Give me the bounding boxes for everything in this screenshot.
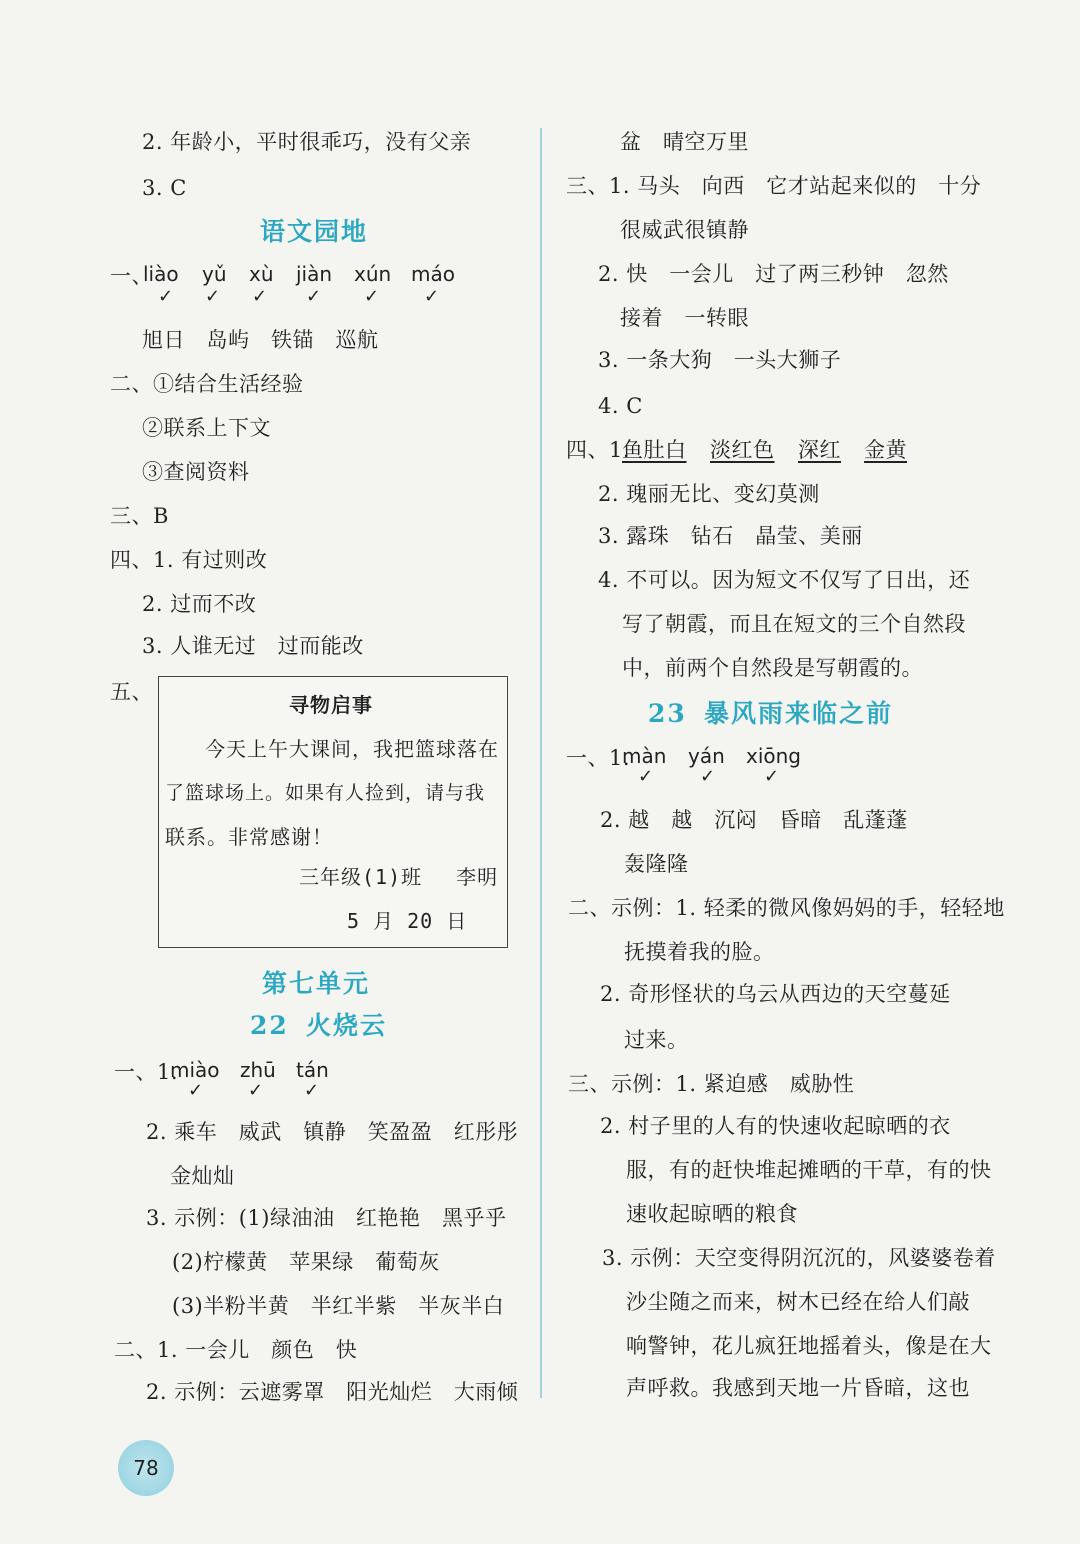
check-mark-icon: ✓	[700, 766, 716, 787]
check-mark-icon: ✓	[158, 286, 174, 307]
check-mark-icon: ✓	[424, 286, 440, 307]
answer-line: 旭日 岛屿 铁锚 巡航	[142, 328, 379, 352]
check-mark-icon: ✓	[304, 1080, 320, 1101]
answer-line: 响警钟，花儿疯狂地摇着头，像是在大	[626, 1334, 992, 1358]
answer-line: (3)半粉半黄 半红半紫 半灰半白	[172, 1294, 505, 1318]
pinyin: zhū	[240, 1058, 276, 1082]
answer-line: 4. 不可以。因为短文不仅写了日出，还	[598, 568, 971, 592]
pinyin: màn	[622, 744, 667, 768]
question-prefix: 一、1.	[114, 1060, 179, 1084]
underlined-answer: 金黄	[864, 438, 907, 462]
answer-line: 3. 示例：天空变得阴沉沉的，风婆婆卷着	[602, 1246, 996, 1270]
answer-line: 声呼救。我感到天地一片昏暗，这也	[626, 1376, 970, 1400]
answer-line: 3. 露珠 钻石 晶莹、美丽	[598, 524, 863, 548]
answer-line: 2. 乘车 威武 镇静 笑盈盈 红彤彤	[146, 1120, 519, 1144]
answer-line: ③查阅资料	[142, 460, 250, 484]
pinyin: yán	[688, 744, 725, 768]
answer-line: 二、1. 一会儿 颜色 快	[114, 1338, 358, 1362]
notice-line: 了篮球场上。如果有人捡到，请与我	[165, 782, 486, 804]
check-mark-icon: ✓	[252, 286, 268, 307]
answer-line: 写了朝霞，而且在短文的三个自然段	[622, 612, 966, 636]
check-mark-icon: ✓	[364, 286, 380, 307]
answer-line: 盆 晴空万里	[620, 130, 749, 154]
answer-line: 3. 人谁无过 过而能改	[142, 634, 364, 658]
answer-line: 抚摸着我的脸。	[624, 940, 775, 964]
lesson-title: 暴风雨来临之前	[704, 699, 894, 728]
lesson-title: 火烧云	[306, 1011, 388, 1040]
answer-line: 接着 一转眼	[620, 306, 749, 330]
lost-notice-box	[158, 676, 508, 948]
notice-signature: 三年级(1)班 李明	[299, 865, 499, 889]
pinyin: xù	[249, 262, 274, 286]
page-number-badge	[118, 1440, 174, 1496]
lesson-number: 22	[250, 1011, 289, 1040]
answer-line: 服，有的赶快堆起摊晒的干草，有的快	[626, 1158, 992, 1182]
answer-line: 二、示例：1. 轻柔的微风像妈妈的手，轻轻地	[568, 896, 1005, 920]
notice-line: 联系。非常感谢！	[165, 825, 333, 849]
answer-line: 二、①结合生活经验	[110, 372, 304, 396]
answer-line: 2. 过而不改	[142, 592, 257, 616]
pinyin: xiōng	[746, 744, 801, 768]
answer-line: 2. 快 一会儿 过了两三秒钟 忽然	[598, 262, 949, 286]
underlined-answer: 淡红色	[710, 438, 775, 462]
answer-line: ②联系上下文	[142, 416, 271, 440]
underlined-answer: 鱼肚白	[622, 438, 687, 462]
check-mark-icon: ✓	[764, 766, 780, 787]
lesson-number: 23	[648, 699, 687, 728]
pinyin: miào	[170, 1058, 220, 1082]
pinyin: xún	[354, 262, 392, 286]
answer-line: 三、示例：1. 紧迫感 威胁性	[568, 1072, 855, 1096]
answer-line: 中，前两个自然段是写朝霞的。	[622, 656, 923, 680]
answer-line: 沙尘随之而来，树木已经在给人们敲	[626, 1290, 970, 1314]
answer-line: 2. 奇形怪状的乌云从西边的天空蔓延	[600, 982, 951, 1006]
page-number: 78	[133, 1456, 159, 1480]
answer-line: 3. 示例：(1)绿油油 红艳艳 黑乎乎	[146, 1206, 507, 1230]
column-divider	[540, 128, 542, 1398]
check-mark-icon: ✓	[205, 286, 221, 307]
answer-line: (2)柠檬黄 苹果绿 葡萄灰	[172, 1250, 440, 1274]
notice-date: 5 月 20 日	[347, 909, 468, 933]
check-mark-icon: ✓	[306, 286, 322, 307]
answer-line: 4. C	[598, 394, 643, 418]
answer-line: 轰隆隆	[624, 852, 689, 876]
answer-line: 2. 村子里的人有的快速收起晾晒的衣	[600, 1114, 951, 1138]
pinyin: máo	[411, 262, 455, 286]
check-mark-icon: ✓	[188, 1080, 204, 1101]
answer-line: 3. 一条大狗 一头大狮子	[598, 348, 842, 372]
pinyin: tán	[296, 1058, 329, 1082]
section-title-yuwen: 语文园地	[260, 217, 369, 246]
answer-line: 过来。	[624, 1028, 689, 1052]
answer-line: 四、1. 有过则改	[110, 548, 268, 572]
answer-line: 三、1. 马头 向西 它才站起来似的 十分	[566, 174, 982, 198]
unit-title: 第七单元	[262, 969, 371, 998]
notice-line: 今天上午大课间，我把篮球落在	[205, 737, 499, 761]
answer-line: 三、B	[110, 504, 169, 528]
pinyin: jiàn	[296, 262, 333, 286]
answer-line: 2. 年龄小，平时很乖巧，没有父亲	[142, 130, 472, 154]
check-mark-icon: ✓	[638, 766, 654, 787]
question-prefix: 一、	[110, 264, 153, 288]
answer-line: 五、	[110, 680, 153, 704]
answer-line: 2. 瑰丽无比、变幻莫测	[598, 482, 820, 506]
notice-title: 寻物启事	[289, 693, 373, 717]
answer-line: 2. 示例：云遮雾罩 阳光灿烂 大雨倾	[146, 1380, 519, 1404]
pinyin: liào	[143, 262, 179, 286]
question-prefix: 四、1.	[566, 438, 631, 462]
check-mark-icon: ✓	[248, 1080, 264, 1101]
answer-line: 3. C	[142, 176, 187, 200]
question-prefix: 一、1.	[566, 746, 631, 770]
answer-line: 2. 越 越 沉闷 昏暗 乱蓬蓬	[600, 808, 908, 832]
underlined-answer: 深红	[798, 438, 841, 462]
pinyin: yǔ	[202, 262, 227, 286]
answer-line: 金灿灿	[170, 1164, 235, 1188]
answer-line: 速收起晾晒的粮食	[626, 1202, 798, 1226]
answer-line: 很威武很镇静	[620, 218, 749, 242]
